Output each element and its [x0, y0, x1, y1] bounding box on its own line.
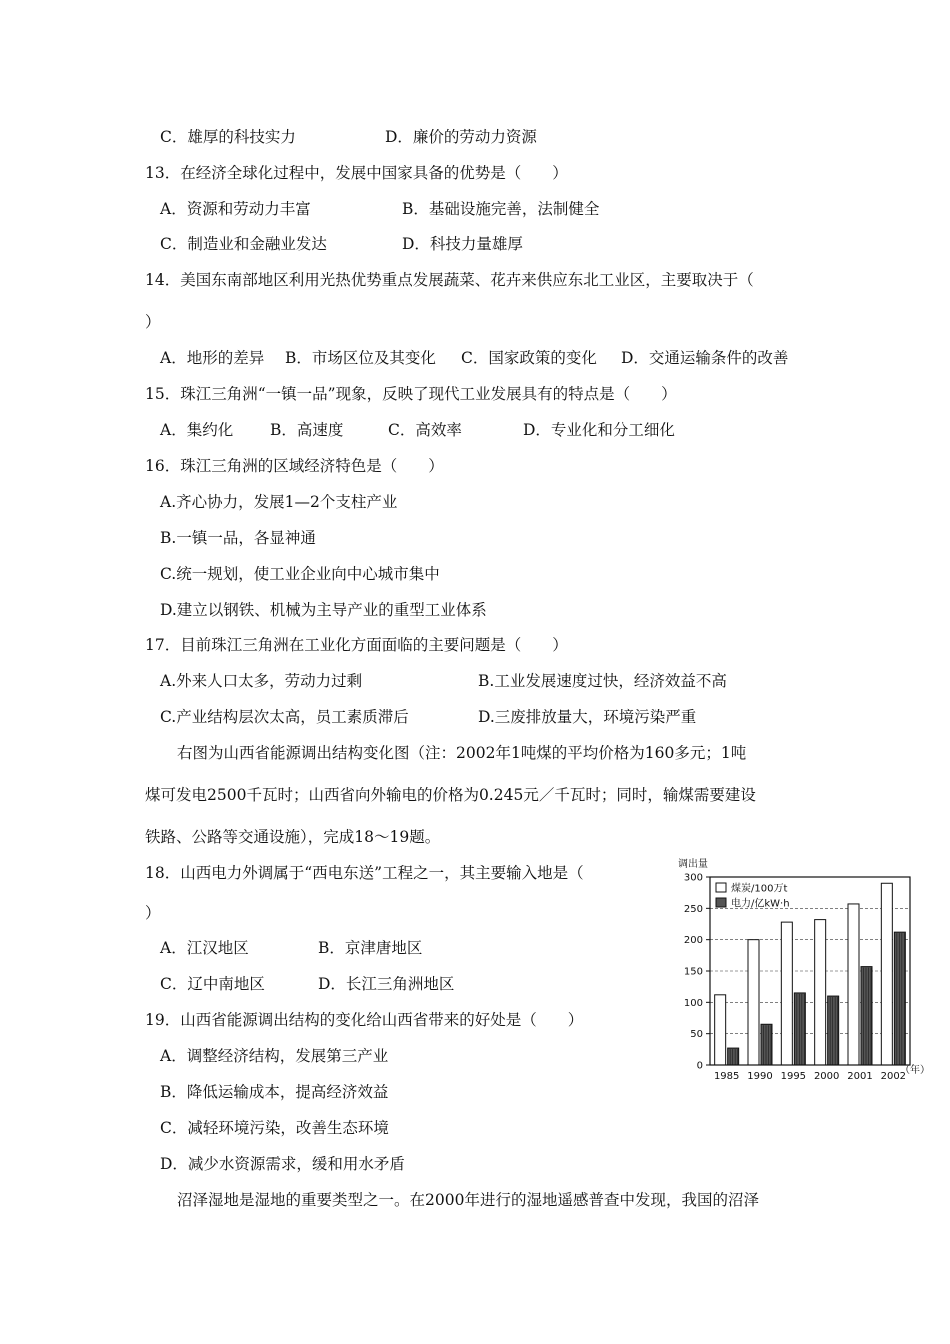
- chart-ytick-label: 0: [696, 1060, 703, 1072]
- q18-stem-continued: ）: [145, 904, 161, 922]
- chart-bar: [715, 995, 726, 1065]
- chart-bar: [815, 920, 826, 1065]
- chart-bar: [781, 922, 792, 1065]
- chart-bar: [848, 904, 859, 1065]
- q16-stem: 16．珠江三角洲的区域经济特色是（ ）: [145, 457, 444, 475]
- chart-ytick-label: 100: [683, 997, 703, 1009]
- q14-option-d: D．交通运输条件的改善: [621, 349, 789, 367]
- q13-option-a: A．资源和劳动力丰富: [160, 200, 311, 218]
- q15-option-b: B．高速度: [270, 421, 344, 439]
- chart-ytick-label: 150: [683, 966, 703, 978]
- q13-option-c: C．制造业和金融业发达: [160, 235, 327, 253]
- closing-line-1: 沼泽湿地是湿地的重要类型之一。在2000年进行的湿地遥感普查中发现，我国的沼泽: [177, 1191, 759, 1209]
- q14-option-c: C．国家政策的变化: [461, 349, 597, 367]
- chart-bar: [761, 1024, 772, 1065]
- q12-option-d: D．廉价的劳动力资源: [385, 128, 537, 146]
- q18-option-d: D．长江三角洲地区: [318, 975, 455, 993]
- q17-option-a: A.外来人口太多，劳动力过剩: [160, 672, 363, 690]
- chart-xtick-label: 2001: [847, 1071, 873, 1082]
- chart-bar: [794, 993, 805, 1065]
- chart-xtick-label: 2000: [813, 1071, 840, 1082]
- q14-stem-continued: ）: [145, 313, 161, 331]
- chart-bar: [894, 932, 905, 1065]
- chart-legend-swatch: [716, 883, 726, 892]
- q18-option-c: C．辽中南地区: [160, 975, 265, 993]
- q16-option-c: C.统一规划，使工业企业向中心城市集中: [160, 565, 440, 583]
- q19-option-c: C．减轻环境污染，改善生态环境: [160, 1119, 389, 1137]
- chart-xunit: （年）: [900, 1065, 930, 1076]
- q18-options-row1: [160, 938, 422, 958]
- chart-bar: [728, 1048, 739, 1065]
- q17-option-d: D.三废排放量大，环境污染严重: [478, 708, 697, 726]
- chart-xtick-label: 1990: [747, 1071, 773, 1082]
- q13-options-row1: [160, 199, 599, 219]
- q19-stem: 19．山西省能源调出结构的变化给山西省带来的好处是（ ）: [145, 1011, 584, 1029]
- q12-option-c: C．雄厚的科技实力: [160, 128, 296, 146]
- chart-legend-label: 煤炭/100万t: [731, 883, 788, 895]
- chart-ytick-label: 250: [683, 903, 703, 915]
- q19-option-b: B．降低运输成本，提高经济效益: [160, 1083, 389, 1101]
- q14-option-b: B．市场区位及其变化: [285, 349, 436, 367]
- q14-option-a: A．地形的差异: [160, 349, 265, 367]
- q13-option-d: D．科技力量雄厚: [402, 235, 523, 253]
- chart-bar: [748, 940, 759, 1065]
- q19-option-a: A．调整经济结构，发展第三产业: [160, 1047, 389, 1065]
- q17-option-c: C.产业结构层次太高，员工素质滞后: [160, 708, 409, 726]
- q19-option-d: D．减少水资源需求，缓和用水矛盾: [160, 1155, 405, 1173]
- q15-options: [160, 420, 675, 440]
- q14-options: [160, 348, 788, 368]
- q16-option-a: A.齐心协力，发展1—2个支柱产业: [160, 493, 398, 511]
- q18-option-b: B．京津唐地区: [318, 939, 423, 957]
- q15-option-d: D．专业化和分工细化: [523, 421, 675, 439]
- chart-legend-swatch: [716, 898, 726, 907]
- q17-option-b: B.工业发展速度过快，经济效益不高: [478, 672, 727, 690]
- chart-bar: [861, 967, 872, 1065]
- q14-stem: 14．美国东南部地区利用光热优势重点发展蔬菜、花卉来供应东北工业区，主要取决于（: [145, 271, 754, 289]
- q13-stem: 13．在经济全球化过程中，发展中国家具备的优势是（ ）: [145, 164, 568, 182]
- chart-bar: [828, 996, 839, 1065]
- q15-option-a: A．集约化: [160, 421, 234, 439]
- q18-stem: 18．山西电力外调属于“西电东送”工程之一，其主要输入地是（: [145, 864, 584, 882]
- chart-xtick-label: 2002: [880, 1071, 907, 1082]
- chart-ytick-label: 50: [690, 1029, 703, 1041]
- q17-options-row2: [160, 707, 696, 727]
- q18-options-row2: [160, 974, 454, 994]
- chart-legend: [716, 882, 790, 910]
- q18-option-a: A．江汉地区: [160, 939, 249, 957]
- q13-option-b: B．基础设施完善，法制健全: [402, 200, 600, 218]
- q17-stem: 17．目前珠江三角洲在工业化方面面临的主要问题是（ ）: [145, 636, 568, 654]
- q17-options-row1: [160, 671, 727, 691]
- energy-output-chart: [660, 855, 950, 1090]
- chart-xtick-label: 1995: [780, 1071, 807, 1082]
- q15-stem: 15．珠江三角洲“一镇一品”现象，反映了现代工业发展具有的特点是（ ）: [145, 385, 677, 403]
- chart-ytick-label: 200: [683, 935, 703, 947]
- chart-ylabel: 调出量: [678, 859, 708, 870]
- q16-option-d: D.建立以钢铁、机械为主导产业的重型工业体系: [160, 601, 487, 619]
- q13-options-row2: [160, 234, 523, 254]
- chart-xtick-label: 1985: [713, 1071, 740, 1082]
- q16-option-b: B.一镇一品，各显神通: [160, 529, 316, 547]
- q12-options: [160, 127, 537, 147]
- q15-option-c: C．高效率: [388, 421, 462, 439]
- chart-bar: [881, 883, 892, 1065]
- intro-line-2: 煤可发电2500千瓦时；山西省向外输电的价格为0.245元／千瓦时；同时，输煤需要建设: [145, 786, 756, 804]
- intro-line-3: 铁路、公路等交通设施），完成18～19题。: [145, 828, 441, 846]
- chart-ytick-label: 300: [683, 872, 703, 884]
- intro-line-1: 右图为山西省能源调出结构变化图（注：2002年1吨煤的平均价格为160多元；1吨: [177, 744, 747, 762]
- chart-legend-label: 电力/亿kW·h: [731, 898, 790, 910]
